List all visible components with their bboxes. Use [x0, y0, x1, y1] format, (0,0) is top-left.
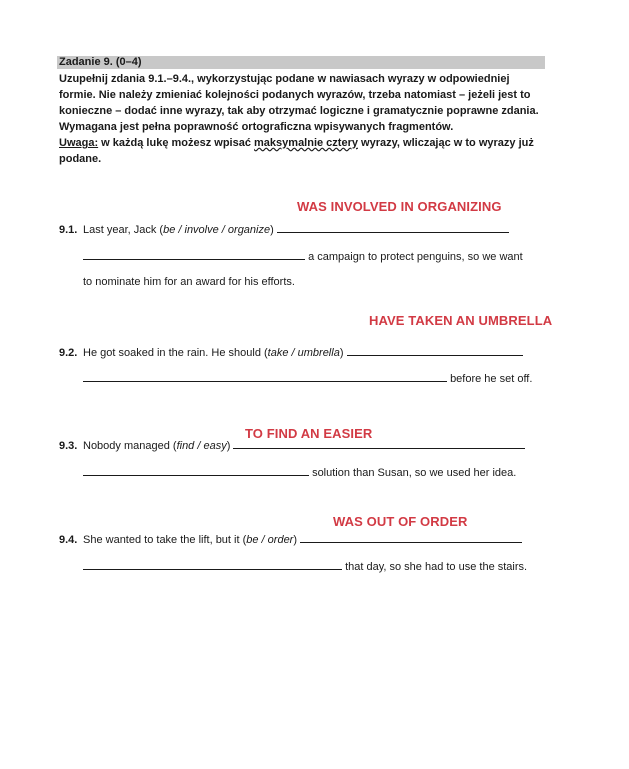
item-number: 9.2. [59, 347, 78, 359]
answer-blank[interactable] [300, 531, 522, 543]
item-continuation: that day, so she had to use the stairs. [345, 561, 528, 573]
item-9-3-line-2 [83, 464, 516, 480]
answer-blank[interactable] [83, 370, 447, 382]
item-number: 9.4. [59, 534, 78, 546]
item-9-2-line-2 [83, 370, 532, 386]
answer-blank[interactable] [233, 437, 525, 449]
answer-9-3: TO FIND AN EASIER [245, 426, 373, 441]
answer-9-2: HAVE TAKEN AN UMBRELLA [369, 313, 553, 328]
item-9-4-line-1 [59, 531, 522, 547]
answer-9-4: WAS OUT OF ORDER [333, 514, 468, 529]
item-9-1-line-2 [83, 248, 523, 264]
instructions-text: Uzupełnij zdania 9.1.–9.4., wykorzystując podane w nawiasach wyrazy w odpowiedniej formie. Nie należy zmieniać kolejności podanych wyrazów, trzeba natomiast – jeżeli jest to konieczne – dodać inne wyrazy, tak aby otrzymać logiczne i gramatycznie poprawne zdania. Wymagana jest pełna poprawność ortograficzna wpisywanych fragmentów. [59, 73, 539, 133]
item-9-2-line-1 [59, 344, 523, 360]
note-label: Uwaga: [59, 137, 99, 149]
item-continuation: a campaign to protect penguins, so we want [308, 251, 523, 263]
note-emphasis: maksymalnie cztery [254, 137, 358, 149]
answer-9-1: WAS INVOLVED IN ORGANIZING [297, 199, 502, 214]
item-hint: find / easy [176, 440, 227, 452]
item-number: 9.3. [59, 440, 78, 452]
item-prefix-end: ) [226, 440, 231, 452]
answer-blank[interactable] [83, 248, 305, 260]
item-prefix: She wanted to take the lift, but it ( [83, 534, 247, 546]
item-number: 9.1. [59, 224, 78, 236]
item-hint: be / order [246, 534, 294, 546]
item-continuation: solution than Susan, so we used her idea. [312, 467, 517, 479]
item-9-4-line-2 [83, 558, 527, 574]
item-9-1-line-1 [59, 221, 509, 237]
item-prefix: Last year, Jack ( [83, 224, 164, 236]
item-prefix: Nobody managed ( [83, 440, 177, 452]
item-9-3-line-1 [59, 437, 525, 453]
item-9-1-line-3: to nominate him for an award for his efforts. [83, 276, 295, 288]
item-prefix-end: ) [293, 534, 298, 546]
note-text-1: w każdą lukę możesz wpisać [98, 137, 255, 149]
note-text-2: wyrazy, wliczając w to wyrazy już podane. [59, 137, 534, 165]
item-hint: take / umbrella [267, 347, 340, 359]
item-continuation: before he set off. [450, 373, 533, 385]
answer-blank[interactable] [83, 558, 342, 570]
item-prefix-end: ) [339, 347, 344, 359]
answer-blank[interactable] [347, 344, 523, 356]
task-title: Zadanie 9. (0–4) [57, 56, 545, 69]
item-prefix-end: ) [270, 224, 274, 236]
task-instructions [59, 71, 549, 167]
answer-blank[interactable] [277, 221, 509, 233]
item-hint: be / involve / organize [163, 224, 271, 236]
note [59, 135, 549, 167]
item-prefix: He got soaked in the rain. He should ( [83, 347, 268, 359]
answer-blank[interactable] [83, 464, 309, 476]
